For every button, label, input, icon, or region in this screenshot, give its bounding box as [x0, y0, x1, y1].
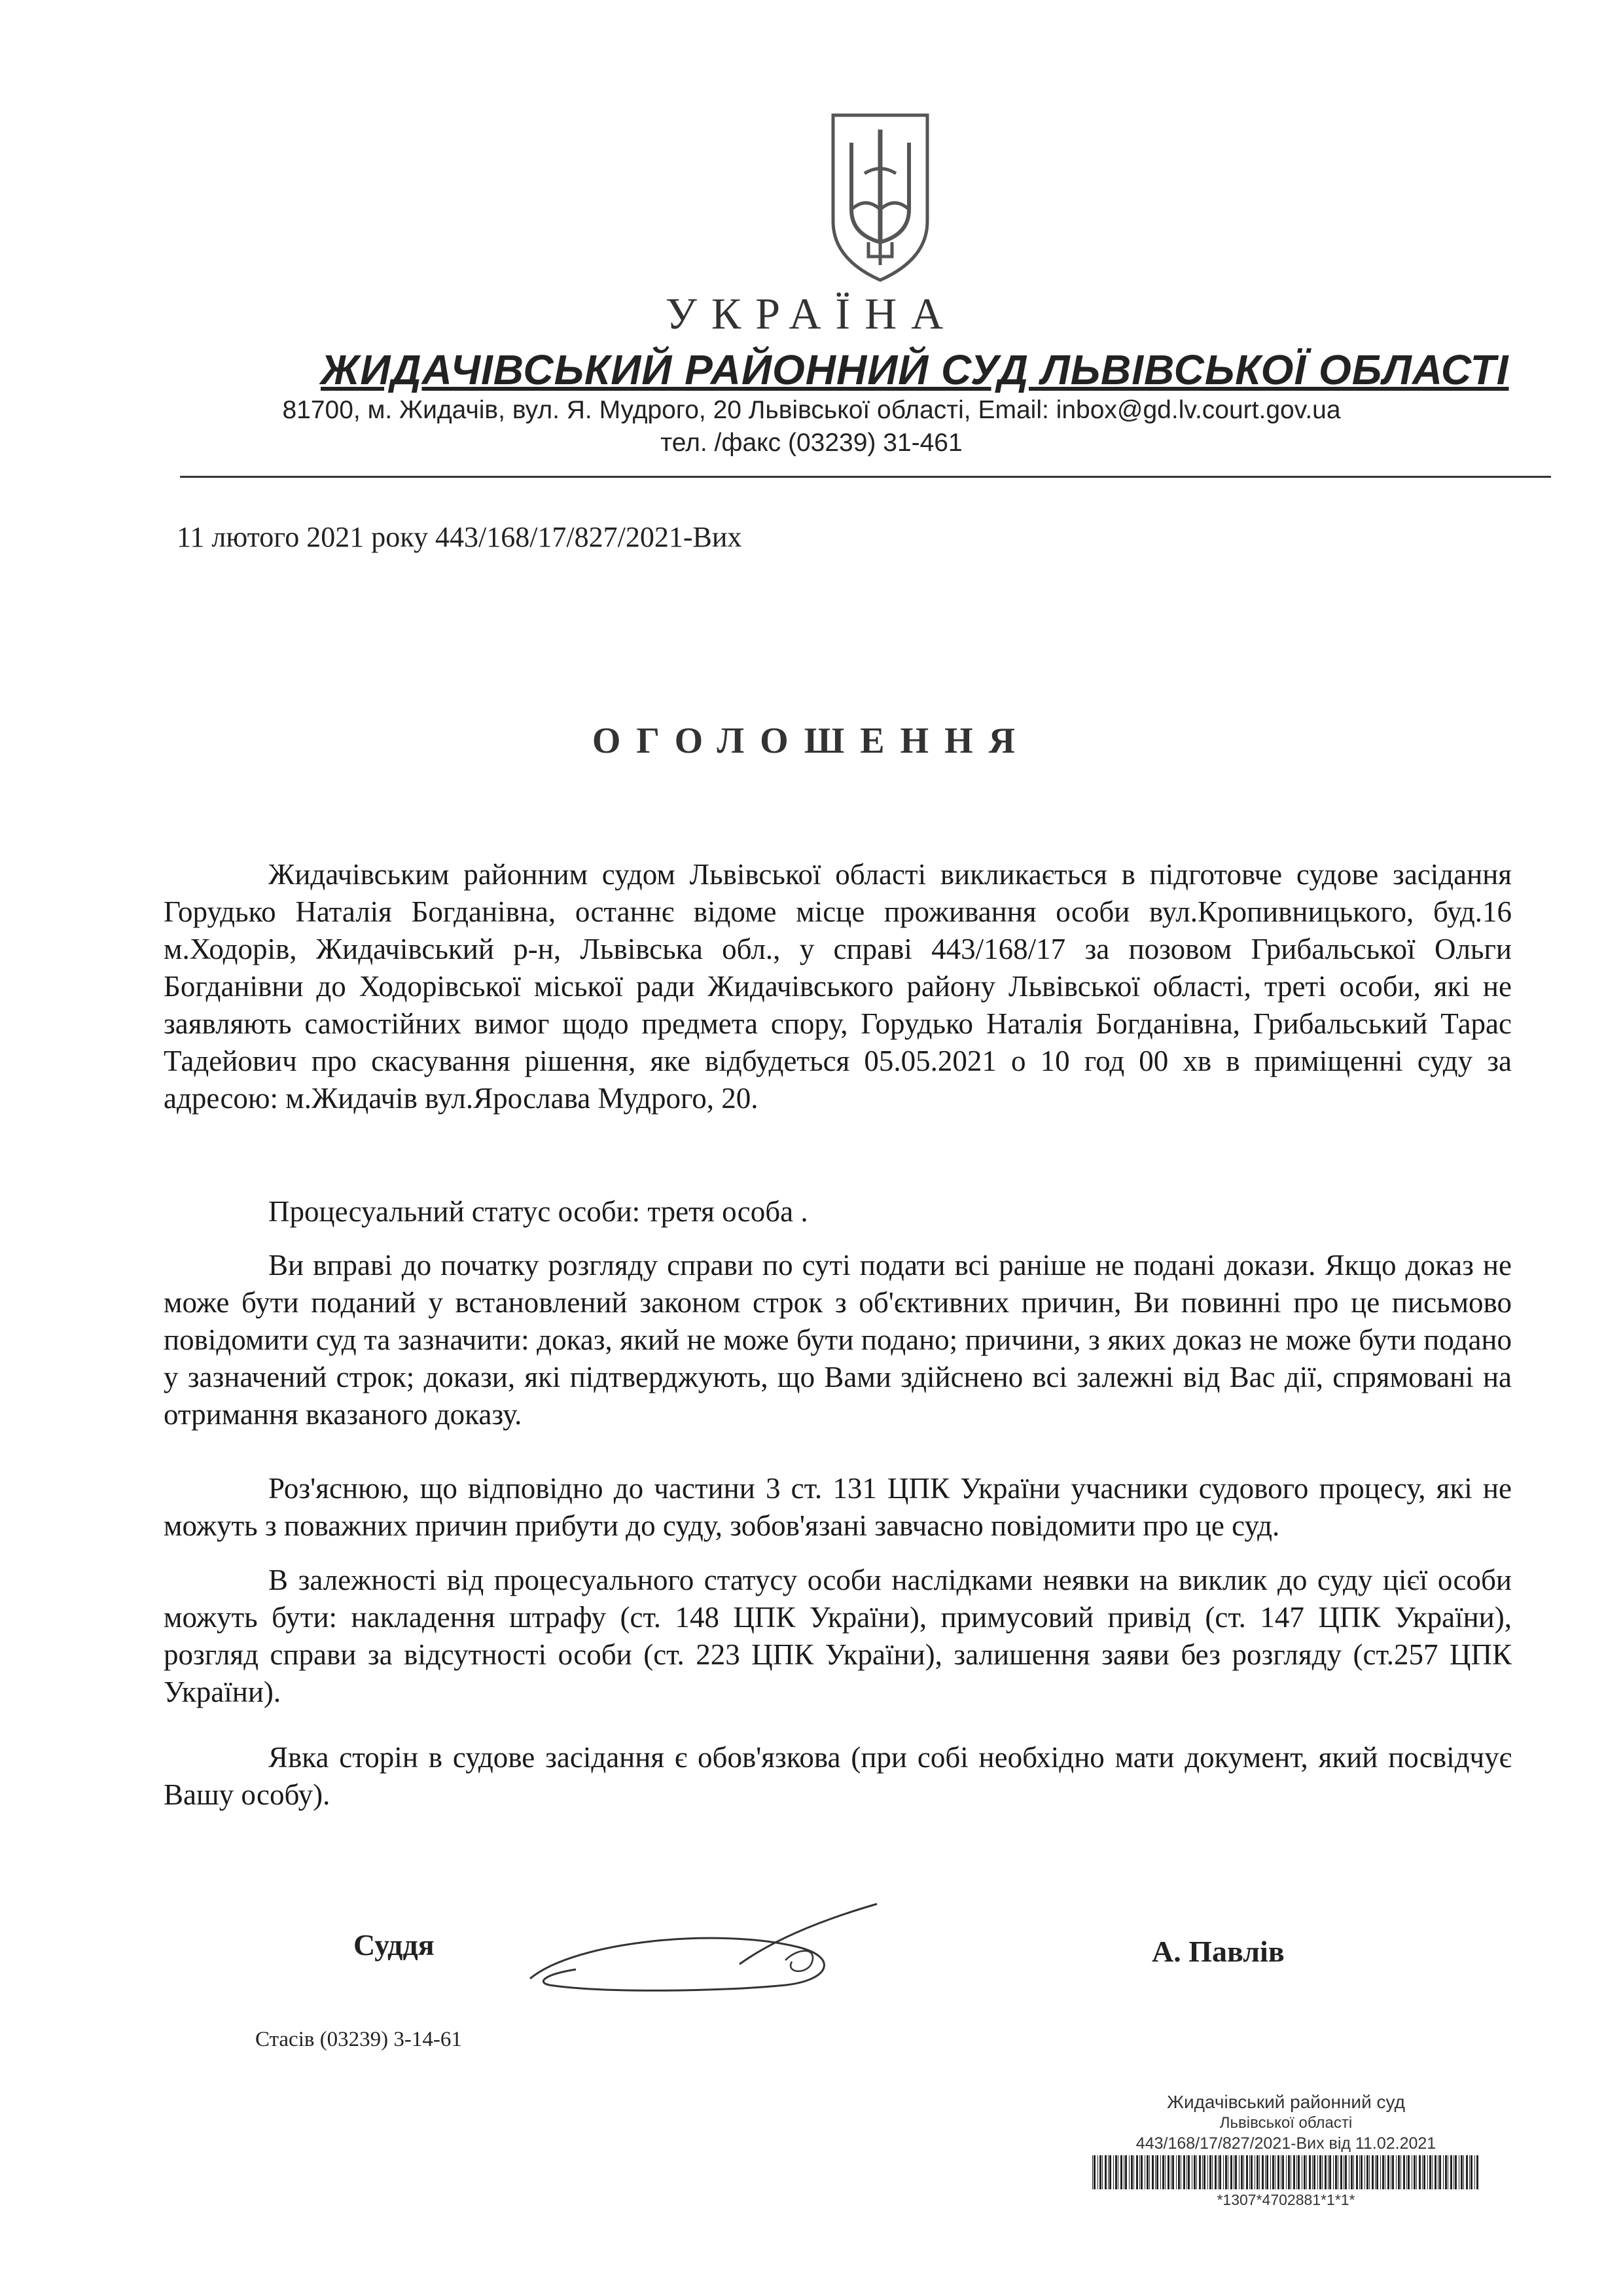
barcode-bar — [1296, 2155, 1297, 2189]
barcode-bar — [1199, 2155, 1201, 2189]
barcode-bar — [1298, 2155, 1300, 2189]
barcode-bar — [1443, 2155, 1444, 2189]
barcode-bar — [1133, 2155, 1134, 2189]
barcode-bar — [1463, 2155, 1464, 2189]
barcode-bar — [1225, 2155, 1227, 2189]
barcode-bar — [1209, 2155, 1211, 2189]
barcode-bar — [1288, 2155, 1290, 2189]
barcode-bar — [1429, 2155, 1431, 2189]
barcode-bar — [1380, 2155, 1381, 2189]
barcode-bar — [1147, 2155, 1149, 2189]
barcode-bar — [1094, 2155, 1096, 2189]
barcode-bar — [1235, 2155, 1237, 2189]
barcode-bar — [1149, 2155, 1150, 2189]
barcode-bar — [1257, 2155, 1258, 2189]
barcode-bar — [1333, 2155, 1334, 2189]
barcode-bar — [1239, 2155, 1240, 2189]
barcode-bar — [1359, 2155, 1360, 2189]
country-name: УКРАЇНА — [665, 289, 958, 338]
barcode-bar — [1152, 2155, 1154, 2189]
judge-label: Суддя — [353, 1928, 435, 1962]
barcode-bar — [1099, 2155, 1101, 2189]
barcode-bar — [1435, 2155, 1436, 2189]
barcode-bar — [1364, 2155, 1365, 2189]
barcode-bar — [1361, 2155, 1363, 2189]
barcode-bar — [1194, 2155, 1196, 2189]
barcode-bar — [1340, 2155, 1342, 2189]
barcode-bar — [1293, 2155, 1295, 2189]
barcode-bar — [1312, 2155, 1313, 2189]
barcode-bar — [1466, 2155, 1468, 2189]
barcode-bar — [1416, 2155, 1417, 2189]
barcode-bar — [1176, 2155, 1177, 2189]
barcode-bar — [1266, 2155, 1268, 2189]
barcode-bar — [1423, 2155, 1425, 2189]
barcode-bar — [1382, 2155, 1384, 2189]
barcode-bar — [1400, 2155, 1401, 2189]
barcode-bar — [1319, 2155, 1321, 2189]
barcode-bar — [1375, 2155, 1376, 2189]
barcode-bar — [1309, 2155, 1311, 2189]
court-phone: тел. /факс (03239) 31-461 — [660, 429, 963, 457]
document-title: ОГОЛОШЕННЯ — [592, 721, 1031, 761]
barcode-bar — [1243, 2155, 1244, 2189]
barcode-bar — [1246, 2155, 1248, 2189]
barcode-bar — [1317, 2155, 1318, 2189]
barcode-bar — [1476, 2155, 1478, 2189]
barcode-bar — [1265, 2155, 1266, 2189]
handwritten-signature — [524, 1901, 890, 2006]
evidence-paragraph: Ви вправі до початку розгляду справи по суті подати всі раніше не подані докази. Якщо доказ не може бути поданий у встановлений законом строк з об'єктивних причин, Ви повинні про це письмово повідомити суд та зазначити: доказ, який не може бути подано; причини, з яких доказ не може бути подано у зазначений строк; докази, які підтверджують, що Вами здійснено всі залежні від Вас дії, спрямовані на отримання вказаного доказу. — [164, 1249, 1512, 1431]
registration-stamp — [1060, 2091, 1512, 2209]
barcode-bar — [1427, 2155, 1428, 2189]
barcode-bar — [1262, 2155, 1264, 2189]
barcode-bar — [1249, 2155, 1250, 2189]
clerk-contact: Стасів (03239) 3-14-61 — [255, 2028, 462, 2051]
barcode-bar — [1329, 2155, 1331, 2189]
barcode-bar — [1120, 2155, 1122, 2189]
court-address: 81700, м. Жидачів, вул. Я. Мудрого, 20 Львівської області, Email: inbox@gd.lv.court.gov.ua — [282, 396, 1341, 424]
barcode-bar — [1155, 2155, 1156, 2189]
barcode-bar — [1277, 2155, 1279, 2189]
barcode-bar — [1396, 2155, 1397, 2189]
barcode-bar — [1196, 2155, 1197, 2189]
barcode-bar — [1345, 2155, 1347, 2189]
announcement-paragraph: Жидачівським районним судом Львівської області викликається в підготовче судове засідання Горудько Наталія Богданівна, останнє відоме місце проживання особи вул.Кропивницького, буд.16 м.Ходорів, Жидачівський р-н, Львівська обл., у справі 443/168/17 за позовом Грибальської Ольги Богданівни до Ходорівської міської ради Жидачівського району Львівської області, треті особи, які не заявляють самостійних вимог щодо предмета спору, Горудько Наталія Богданівна, Грибальський Тарас Тадейович про скасування рішення, яке відбудеться 05.05.2021 о 10 год 00 хв в приміщенні суду за адресою: м.Жидачів вул.Ярослава Мудрого, 20. — [164, 858, 1512, 1115]
barcode-bar — [1160, 2155, 1161, 2189]
barcode-bar — [1335, 2155, 1337, 2189]
barcode-bar — [1272, 2155, 1274, 2189]
barcode-bar — [1183, 2155, 1185, 2189]
barcode-bar — [1178, 2155, 1180, 2189]
barcode-bar — [1251, 2155, 1253, 2189]
barcode-bar — [1414, 2155, 1416, 2189]
barcode-bar — [1156, 2155, 1158, 2189]
barcode-bar — [1162, 2155, 1164, 2189]
barcode-bar — [1125, 2155, 1127, 2189]
trident-emblem-icon — [828, 111, 933, 285]
court-name: ЖИДАЧІВСЬКИЙ РАЙОННИЙ СУД ЛЬВІВСЬКОЇ ОБЛАСТІ — [321, 346, 1509, 393]
barcode-bar — [1455, 2155, 1457, 2189]
barcode-bar — [1445, 2155, 1447, 2189]
barcode — [1090, 2155, 1482, 2189]
barcode-bar — [1219, 2155, 1221, 2189]
barcode-bar — [1129, 2155, 1130, 2189]
barcode-bar — [1408, 2155, 1410, 2189]
barcode-bar — [1097, 2155, 1098, 2189]
barcode-bar — [1092, 2155, 1093, 2189]
procedural-status-paragraph: Процесуальний статус особи: третя особа . — [268, 1195, 808, 1228]
barcode-bar — [1376, 2155, 1378, 2189]
barcode-number: *1307*4702881*1*1* — [1217, 2191, 1355, 2208]
barcode-bar — [1450, 2155, 1452, 2189]
barcode-bar — [1439, 2155, 1441, 2189]
barcode-bar — [1102, 2155, 1103, 2189]
explanation-paragraph: Роз'яснюю, що відповідно до частини 3 ст. 131 ЦПК України учасники судового процесу, які не можуть з поважних причин прибути до суду, зобов'язані завчасно повідомити про це суд. — [164, 1472, 1512, 1542]
barcode-bar — [1406, 2155, 1407, 2189]
barcode-bar — [1474, 2155, 1475, 2189]
barcode-bar — [1115, 2155, 1117, 2189]
barcode-bar — [1105, 2155, 1107, 2189]
barcode-bar — [1432, 2155, 1433, 2189]
header-divider — [180, 476, 1551, 478]
barcode-bar — [1136, 2155, 1138, 2189]
barcode-bar — [1139, 2155, 1140, 2189]
barcode-bar — [1356, 2155, 1358, 2189]
barcode-bar — [1186, 2155, 1187, 2189]
barcode-bar — [1207, 2155, 1208, 2189]
stamp-court-name: Жидачівський районний суд — [1167, 2092, 1405, 2112]
barcode-bar — [1188, 2155, 1190, 2189]
barcode-bar — [1422, 2155, 1423, 2189]
barcode-bar — [1282, 2155, 1284, 2189]
barcode-bar — [1387, 2155, 1389, 2189]
barcode-bar — [1202, 2155, 1203, 2189]
barcode-bar — [1461, 2155, 1463, 2189]
barcode-bar — [1322, 2155, 1323, 2189]
barcode-bar — [1241, 2155, 1243, 2189]
stamp-reference: 443/168/17/827/2021-Вих від 11.02.2021 — [1135, 2134, 1436, 2153]
barcode-bar — [1419, 2155, 1421, 2189]
barcode-bar — [1392, 2155, 1394, 2189]
barcode-bar — [1471, 2155, 1472, 2189]
barcode-bar — [1306, 2155, 1307, 2189]
barcode-bar — [1212, 2155, 1213, 2189]
barcode-bar — [1218, 2155, 1219, 2189]
document-reference: 11 лютого 2021 року 443/168/17/827/2021-Вих — [177, 521, 742, 553]
barcode-bar — [1113, 2155, 1114, 2189]
barcode-bar — [1351, 2155, 1353, 2189]
barcode-bar — [1215, 2155, 1217, 2189]
barcode-bar — [1469, 2155, 1470, 2189]
barcode-bar — [1168, 2155, 1169, 2189]
barcode-bar — [1270, 2155, 1271, 2189]
barcode-bar — [1325, 2155, 1327, 2189]
barcode-bar — [1204, 2155, 1205, 2189]
barcode-bar — [1353, 2155, 1354, 2189]
barcode-bar — [1313, 2155, 1315, 2189]
barcode-bar — [1328, 2155, 1329, 2189]
judge-name: А. Павлів — [1152, 1935, 1285, 1968]
barcode-bar — [1369, 2155, 1370, 2189]
attendance-paragraph: Явка сторін в судове засідання є обов'язкова (при собі необхідно мати документ, який посвідчує Вашу особу). — [164, 1741, 1512, 1811]
barcode-bar — [1366, 2155, 1368, 2189]
stamp-region: Львівської області — [1219, 2114, 1353, 2132]
barcode-bar — [1131, 2155, 1133, 2189]
barcode-bar — [1259, 2155, 1260, 2189]
barcode-bar — [1230, 2155, 1232, 2189]
barcode-bar — [1286, 2155, 1287, 2189]
barcode-bar — [1172, 2155, 1174, 2189]
barcode-bar — [1165, 2155, 1166, 2189]
barcode-bar — [1403, 2155, 1405, 2189]
barcode-bar — [1141, 2155, 1143, 2189]
barcode-bar — [1108, 2155, 1109, 2189]
barcode-bar — [1304, 2155, 1306, 2189]
barcode-bar — [1223, 2155, 1224, 2189]
barcode-bar — [1109, 2155, 1111, 2189]
barcode-bar — [1372, 2155, 1374, 2189]
barcode-bar — [1398, 2155, 1400, 2189]
consequences-paragraph: В залежності від процесуального статусу особи наслідками неявки на виклик до суду цієї особи можуть бути: накладення штрафу (ст. 148 ЦПК України), примусовий привід (ст. 147 ЦПК України), розгляд справи за відсутності особи (ст. 223 ЦПК України), залишення заяви без розгляду (ст.257 ЦПК України). — [164, 1564, 1512, 1708]
